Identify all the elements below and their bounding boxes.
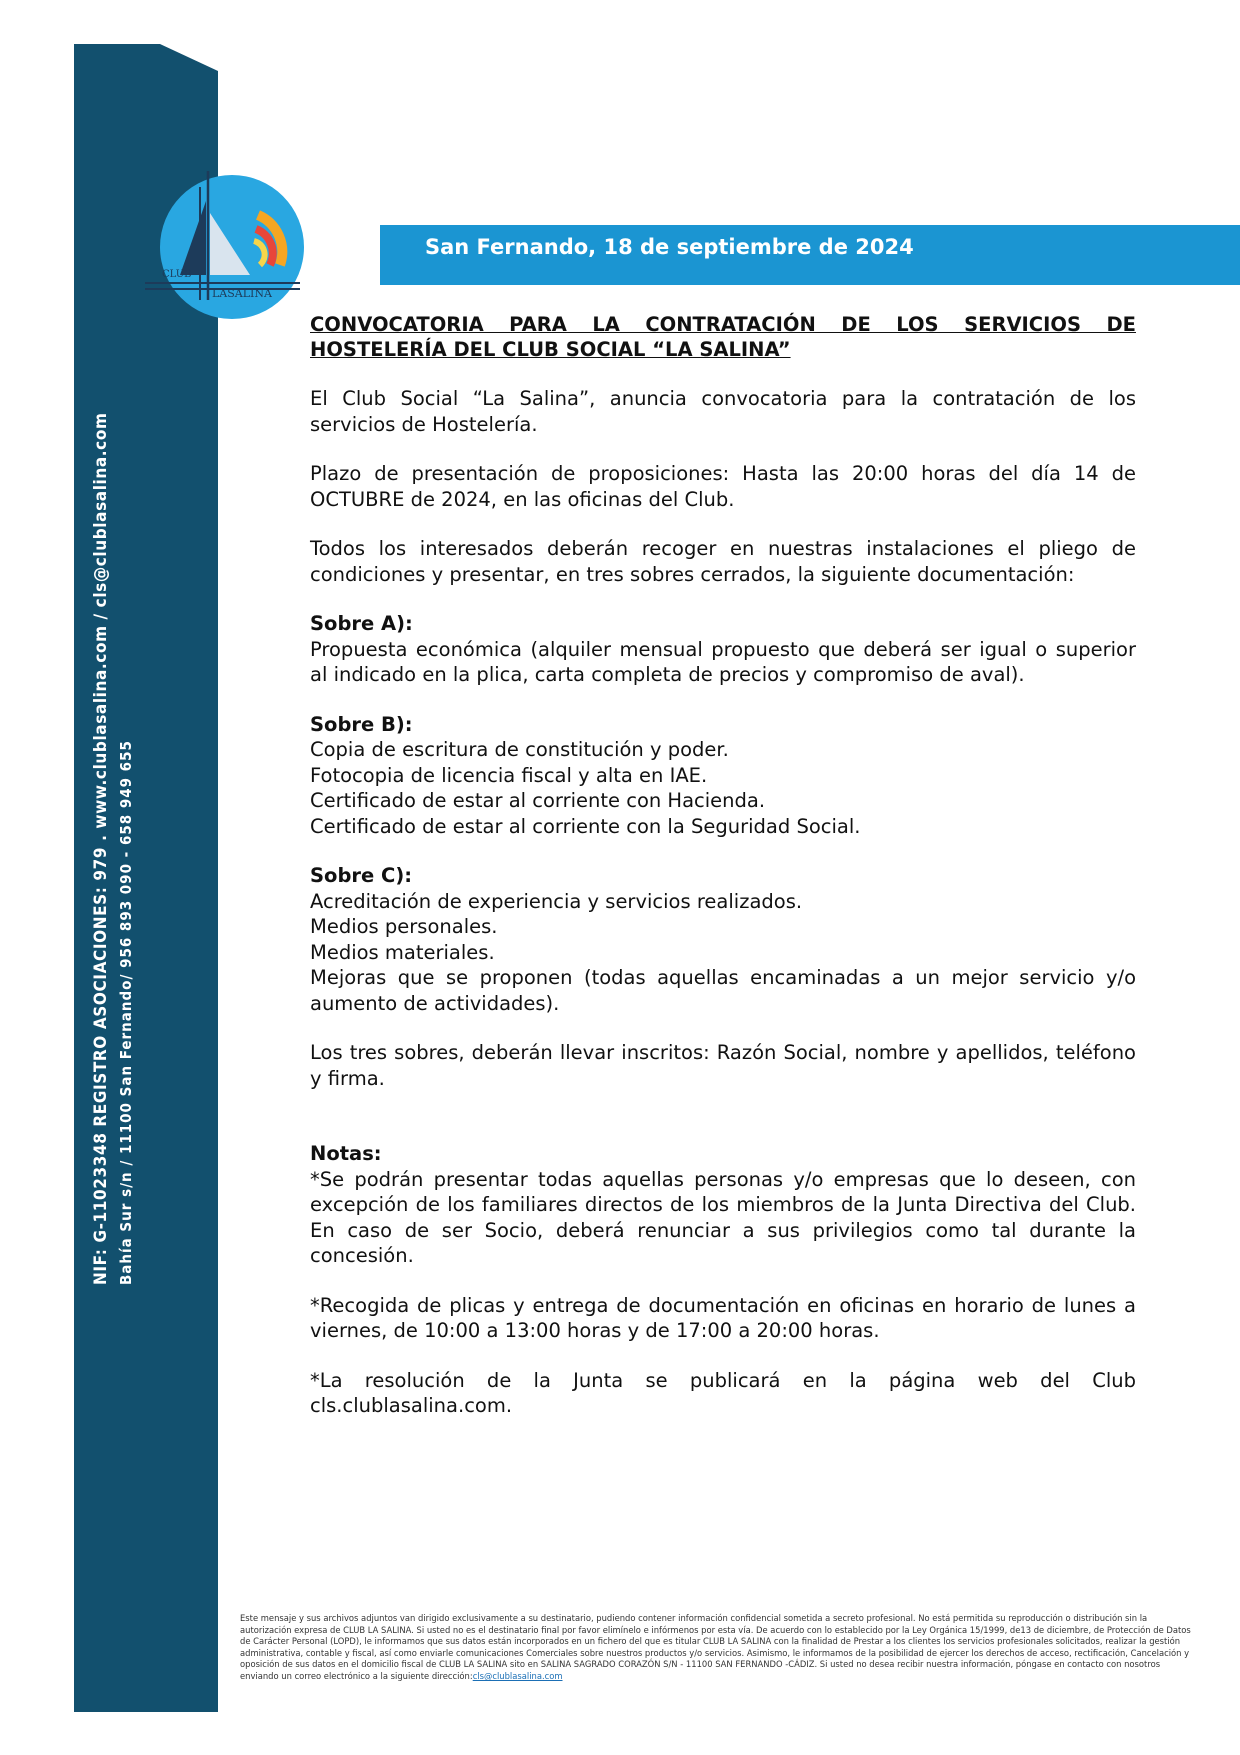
instructions-paragraph: Todos los interesados deberán recoger en nuestras instalaciones el pliego de condiciones y presentar, en tres sobres cerrados, la siguiente documentación: (310, 537, 1136, 586)
disclaimer-text: Este mensaje y sus archivos adjuntos van dirigido exclusivamente a su destinatario, pudiendo contener información confidencial sometida a secreto profesional. No está permitida su reproducción o distribución sin la autorización expresa de CLUB LA SALINA. Si usted no es el destinatario final por favor elimínelo e infórmenos por esta vía. De acuerdo con lo establecido por la Ley Orgánica 15/1999, de13 de diciembre, de Protección de Datos de Carácter Personal (LOPD), le informamos que sus datos están incorporados en un fichero del que es titular CLUB LA SALINA con la finalidad de Prestar a los clientes los servicios profesionales solicitados, realizar la gestión administrativa, contable y fiscal, así como enviarle comunicaciones Comerciales sobre nuestros productos y/o servicios. Asimismo, le informamos de la posibilidad de ejercer los derechos de acceso, rectificación, Cancelación y oposición de sus datos en el domicilio fiscal de CLUB LA SALINA sito en SALINA SAGRADO CORAZÓN S/N - 11100 SAN FERNANDO -CÁDIZ. Si usted no desea recibir nuestra información, póngase en contacto con nosotros enviando un correo electrónico a la siguiente dirección: (240, 1613, 1191, 1681)
list-item: Fotocopia de licencia fiscal y alta en IAE. (310, 763, 708, 787)
list-item: Mejoras que se proponen (todas aquellas encaminadas a un mejor servicio y/o aumento de actividades). (310, 966, 1136, 1015)
intro-paragraph: El Club Social “La Salina”, anuncia convocatoria para la contratación de los servicios de Hostelería. (310, 387, 1136, 436)
nota-item: *Se podrán presentar todas aquellas personas y/o empresas que lo deseen, con excepción de los familiares directos de los miembros de la Junta Directiva del Club. En caso de ser Socio, deberá renunciar a sus privilegios como tal durante la concesión. (310, 1167, 1136, 1267)
list-item: Medios personales. (310, 915, 498, 938)
list-item: Certificado de estar al corriente con la Seguridad Social. (310, 814, 861, 838)
list-item: Medios materiales. (310, 940, 495, 964)
sobres-note: Los tres sobres, deberán llevar inscritos: Razón Social, nombre y apellidos, teléfono y firma. (310, 1041, 1136, 1090)
logo-club-text: CLUB (162, 269, 192, 280)
notas-title: Notas: (310, 1142, 382, 1165)
sobre-b-section (310, 712, 1136, 840)
club-logo (140, 165, 310, 335)
sobre-a-text: Propuesta económica (alquiler mensual propuesto que deberá ser igual o superior al indicado en la plica, carta completa de precios y compromiso de aval). (310, 637, 1136, 686)
nota-item: *Recogida de plicas y entrega de documentación en oficinas en horario de lunes a viernes, de 10:00 a 13:00 horas y de 17:00 a 20:00 horas. (310, 1293, 1136, 1342)
list-item: Certificado de estar al corriente con Hacienda. (310, 789, 766, 812)
nota-item: *La resolución de la Junta se publicará en la página web del Club cls.clublasalina.com. (310, 1368, 1136, 1417)
deadline-paragraph: Plazo de presentación de proposiciones: Hasta las 20:00 horas del día 14 de OCTUBRE de 2024, en las oficinas del Club. (310, 462, 1136, 511)
document-title: CONVOCATORIA PARA LA CONTRATACIÓN DE LOS SERVICIOS DE HOSTELERÍA DEL CLUB SOCIAL “LA SALINA” (310, 313, 1136, 361)
logo-name-text: LASALINA (212, 287, 272, 300)
sidebar-address-line: Bahía Sur s/n / 11100 San Fernando/ 956 893 090 - 658 949 655 (117, 740, 135, 1285)
sidebar-contact-info (88, 405, 188, 1285)
document-body (310, 312, 1136, 1443)
header-date: San Fernando, 18 de septiembre de 2024 (425, 235, 914, 259)
sobre-a-section (310, 611, 1136, 688)
legal-disclaimer (240, 1613, 1200, 1683)
list-item: Acreditación de experiencia y servicios realizados. (310, 889, 803, 913)
sobre-b-title: Sobre B): (310, 712, 413, 736)
sobre-c-title: Sobre C): (310, 864, 413, 887)
sobre-c-section (310, 863, 1136, 1016)
list-item: Copia de escritura de constitución y poder. (310, 738, 729, 761)
notas-section (310, 1141, 1136, 1419)
sobre-a-title: Sobre A): (310, 612, 413, 635)
contact-email-link[interactable]: cls@clublasalina.com (472, 1670, 563, 1681)
sidebar-registry-line: NIF: G-11023348 REGISTRO ASOCIACIONES: 979 . www.clublasalina.com / cls@clublasalina.com (91, 412, 111, 1285)
